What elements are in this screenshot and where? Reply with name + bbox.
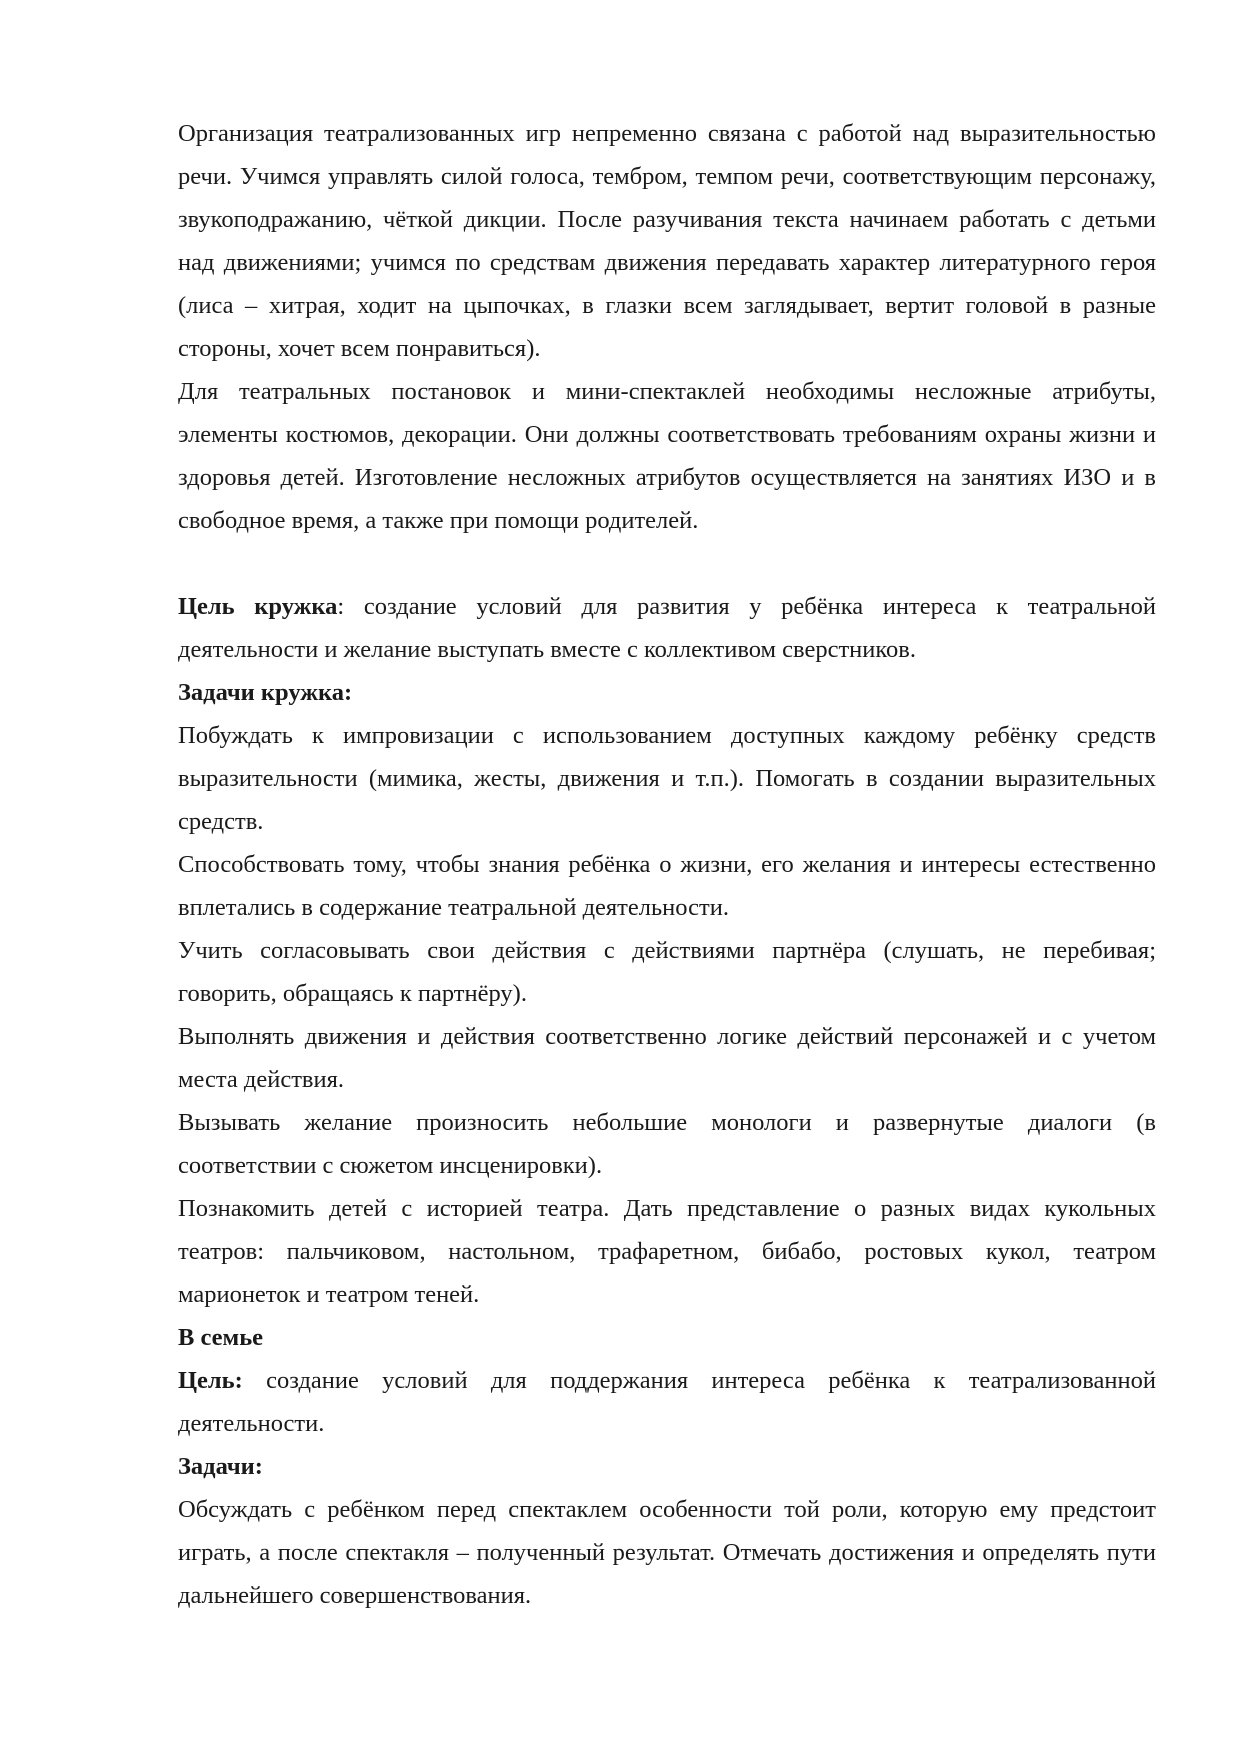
family-goal-text: создание условий для поддержания интереса ребёнка к театрализованной деятельности. [178, 1367, 1156, 1437]
paragraph-attributes: Для театральных постановок и мини-спектаклей необходимы несложные атрибуты, элементы костюмов, декорации. Они должны соответствовать требованиям охраны жизни и здоровья детей. Изготовление несложных атрибутов осуществляется на занятиях ИЗО и в свободное время, а также при помощи родителей. [178, 378, 1156, 534]
circle-goal-label: Цель кружка [178, 593, 338, 620]
circle-task-item: Выполнять движения и действия соответственно логике действий персонажей и с учетом места действия. [178, 1023, 1156, 1093]
circle-goal [178, 585, 1156, 671]
family-goal-label: Цель: [178, 1367, 243, 1394]
paragraph-intro: Организация театрализованных игр непременно связана с работой над выразительностью речи. Учимся управлять силой голоса, тембром, темпом речи, соответствующим персонажу, звукоподражанию, чёткой дикции. После разучивания текста начинаем работать с детьми над движениями; учимся по средствам движения передавать характер литературного героя (лиса – хитрая, ходит на цыпочках, в глазки всем заглядывает, вертит головой в разные стороны, хочет всем понравиться). [178, 120, 1156, 362]
circle-task-item: Учить согласовывать свои действия с действиями партнёра (слушать, не перебивая; говорить, обращаясь к партнёру). [178, 937, 1156, 1007]
circle-goal-text: : создание условий для развития у ребёнка интереса к театральной деятельности и желание выступать вместе с коллективом сверстников. [178, 593, 1156, 663]
circle-task-item: Познакомить детей с историей театра. Дать представление о разных видах кукольных театров: пальчиковом, настольном, трафаретном, бибабо, ростовых кукол, театром марионеток и театром теней. [178, 1195, 1156, 1308]
family-heading: В семье [178, 1324, 264, 1351]
family-task-item: Обсуждать с ребёнком перед спектаклем особенности той роли, которую ему предстоит играть, а после спектакля – полученный результат. Отмечать достижения и определять пути дальнейшего совершенствования. [178, 1496, 1156, 1609]
family-tasks-heading: Задачи: [178, 1453, 263, 1480]
circle-task-item: Вызывать желание произносить небольшие монологи и развернутые диалоги (в соответствии с сюжетом инсценировки). [178, 1109, 1156, 1179]
document-body [178, 112, 1156, 1617]
circle-tasks-heading: Задачи кружка: [178, 679, 353, 706]
circle-task-item: Побуждать к импровизации с использованием доступных каждому ребёнку средств выразительности (мимика, жесты, движения и т.п.). Помогать в создании выразительных средств. [178, 722, 1156, 835]
circle-task-item: Способствовать тому, чтобы знания ребёнка о жизни, его желания и интересы естественно вплетались в содержание театральной деятельности. [178, 851, 1156, 921]
family-goal [178, 1359, 1156, 1445]
